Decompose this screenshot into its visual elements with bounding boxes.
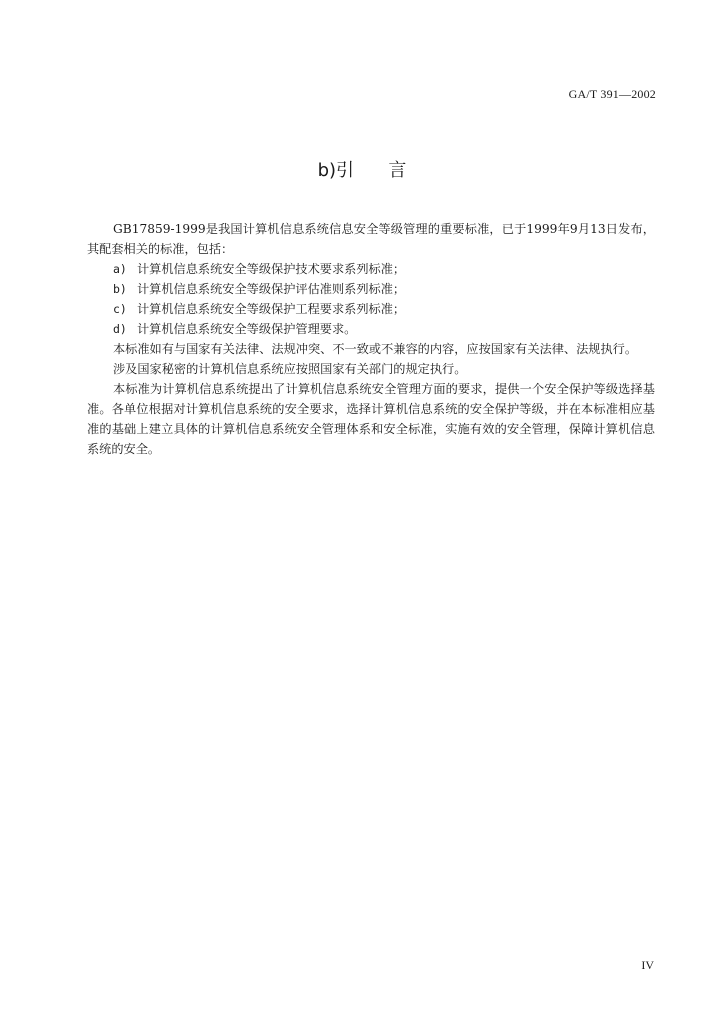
list-item-text: 计算机信息系统安全等级保护评估准则系列标准；: [137, 282, 406, 296]
standard-code: GA/T 391—2002: [568, 87, 656, 101]
paragraph-scope: 本标准为计算机信息系统提出了计算机信息系统安全管理方面的要求，提供一个安全保护等级选择基准。各单位根据对计算机信息系统的安全要求，选择计算机信息系统的安全保护等级，并在本标准相应基准的基础上建立具体的计算机信息系统安全管理体系和安全标准，实施有效的安全管理，保障计算机信息系统的安全。: [87, 382, 655, 456]
list-marker: b): [113, 282, 127, 296]
paragraph-state-secrets: 涉及国家秘密的计算机信息系统应按照国家有关部门的规定执行。: [113, 362, 467, 376]
list-marker: d): [113, 322, 127, 336]
list-item: [87, 259, 655, 279]
section-title: b)引 言: [317, 160, 407, 181]
list-item: [87, 319, 655, 339]
page-number: IV: [641, 958, 654, 972]
list-marker: c): [113, 302, 127, 316]
body-text: [87, 219, 655, 459]
list-item-text: 计算机信息系统安全等级保护技术要求系列标准；: [137, 262, 406, 276]
list-marker: a): [113, 262, 127, 276]
paragraph-intro: GB17859-1999是我国计算机信息系统信息安全等级管理的重要标准，已于1999年9月13日发布，其配套相关的标准，包括：: [87, 222, 655, 256]
list-item: [87, 279, 655, 299]
list-item-text: 计算机信息系统安全等级保护工程要求系列标准；: [137, 302, 406, 316]
paragraph-law-conflict: 本标准如有与国家有关法律、法规冲突、不一致或不兼容的内容，应按国家有关法律、法规执行。: [113, 342, 638, 356]
list-item: [87, 299, 655, 319]
list-item-text: 计算机信息系统安全等级保护管理要求。: [137, 322, 357, 336]
